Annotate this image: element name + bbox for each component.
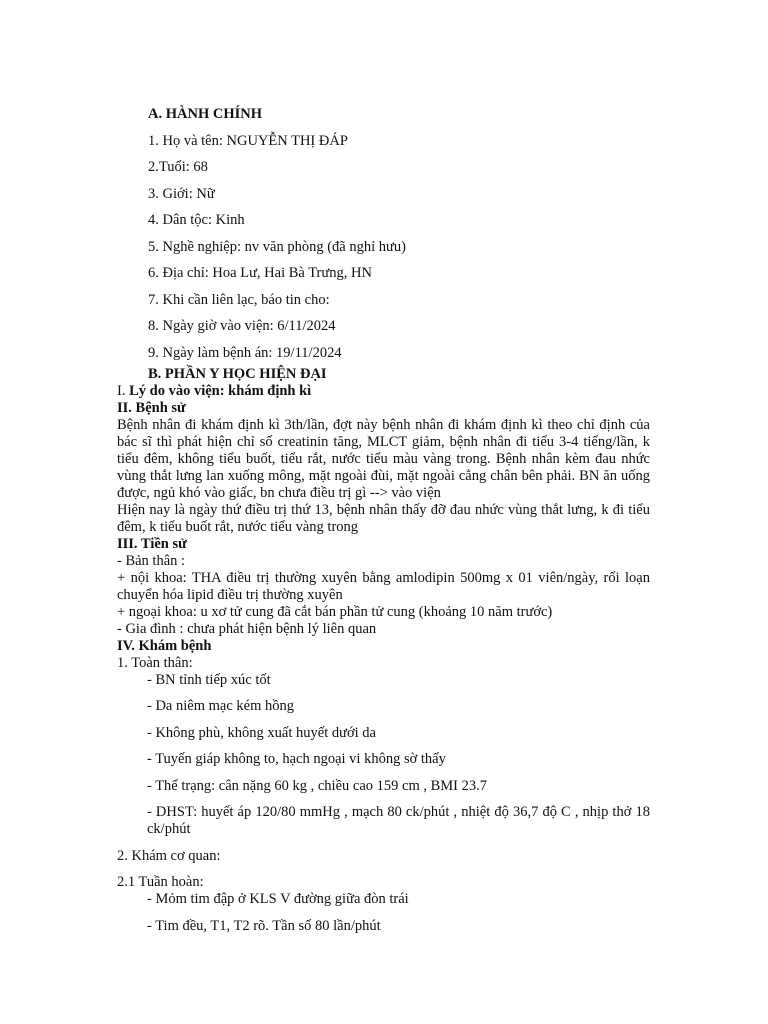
general-item: - Không phù, không xuất huyết dưới da — [147, 724, 376, 741]
general-item: - Da niêm mạc kém hồng — [147, 698, 294, 714]
info-gender: 3. Giới: Nữ — [148, 185, 215, 202]
info-age: 2.Tuổi: 68 — [148, 159, 208, 175]
history-paragraph-2: Hiện nay là ngày thứ điều trị thứ 13, bệnh nhân thấy đỡ đau nhức vùng thắt lưng, k đi tiểu đêm, k tiểu buốt rắt, nước tiểu vàng trong — [117, 501, 650, 535]
info-occupation: 5. Nghề nghiệp: nv văn phòng (đã nghỉ hưu) — [148, 238, 406, 255]
past-history-title: III. Tiền sử — [117, 535, 187, 552]
section-b-title: B. PHẦN Y HỌC HIỆN ĐẠI — [148, 365, 327, 382]
section-a-title: A. HÀNH CHÍNH — [148, 106, 262, 122]
reason-line — [0, 383, 768, 400]
reason-title: Lý do vào viện: khám định kì — [129, 382, 312, 399]
info-contact: 7. Khi cần liên lạc, báo tin cho: — [148, 291, 330, 308]
history-paragraph-1: Bệnh nhân đi khám định kì 3th/lần, đợt này bệnh nhân đi khám định kì theo chỉ định của bác sĩ thì phát hiện chỉ số creatinin tăng, MLCT giảm, bệnh nhân đi tiểu 3-4 tiếng/lần, k tiểu đêm, không tiểu buốt, tiểu rắt, nước tiểu màu vàng trong. Bệnh nhân kèm đau nhức vùng thắt lưng lan xuống mông, mặt ngoài đùi, mặt ngoài cẳng chân bên phải. BN ăn uống được, ngủ khó vào giấc, bn chưa điều trị gì --> vào viện — [117, 416, 650, 501]
info-ethnicity: 4. Dân tộc: Kinh — [148, 212, 245, 228]
info-record-date: 9. Ngày làm bệnh án: 19/11/2024 — [148, 344, 342, 361]
info-name: 1. Họ và tên: NGUYỄN THỊ ĐÁP — [148, 132, 348, 149]
general-exam-title: 1. Toàn thân: — [117, 654, 193, 671]
past-surgical: + ngoại khoa: u xơ tử cung đã cắt bán phần tử cung (khoảng 10 năm trước) — [117, 603, 553, 620]
organ-exam-title: 2. Khám cơ quan: — [117, 847, 221, 864]
circulation-title: 2.1 Tuần hoàn: — [117, 874, 204, 890]
general-item: - Thể trạng: cân nặng 60 kg , chiều cao 159 cm , BMI 23.7 — [147, 777, 487, 794]
past-family: - Gia đình : chưa phát hiện bệnh lý liên quan — [117, 620, 377, 637]
info-admission-date: 8. Ngày giờ vào viện: 6/11/2024 — [148, 318, 336, 334]
exam-title: IV. Khám bệnh — [117, 637, 212, 654]
history-title: II. Bệnh sử — [117, 399, 186, 416]
circulation-item: - Mỏm tim đập ở KLS V đường giữa đòn trái — [147, 891, 409, 907]
info-address: 6. Địa chỉ: Hoa Lư, Hai Bà Trưng, HN — [148, 265, 372, 281]
vital-signs: - DHST: huyết áp 120/80 mmHg , mạch 80 ck/phút , nhiệt độ 36,7 độ C , nhịp thở 18 ck/phút — [147, 804, 650, 837]
reason-prefix: I. — [117, 382, 130, 399]
general-item: - Tuyến giáp không to, hạch ngoại vi không sờ thấy — [147, 751, 446, 767]
past-self: - Bản thân : — [117, 552, 186, 569]
past-internal: + nội khoa: THA điều trị thường xuyên bằng amlodipin 500mg x 01 viên/ngày, rối loạn chuyển hóa lipid điều trị thường xuyên — [117, 569, 650, 603]
circulation-item: - Tim đều, T1, T2 rõ. Tần số 80 lần/phút — [147, 917, 381, 934]
general-item: - BN tỉnh tiếp xúc tốt — [147, 671, 271, 688]
